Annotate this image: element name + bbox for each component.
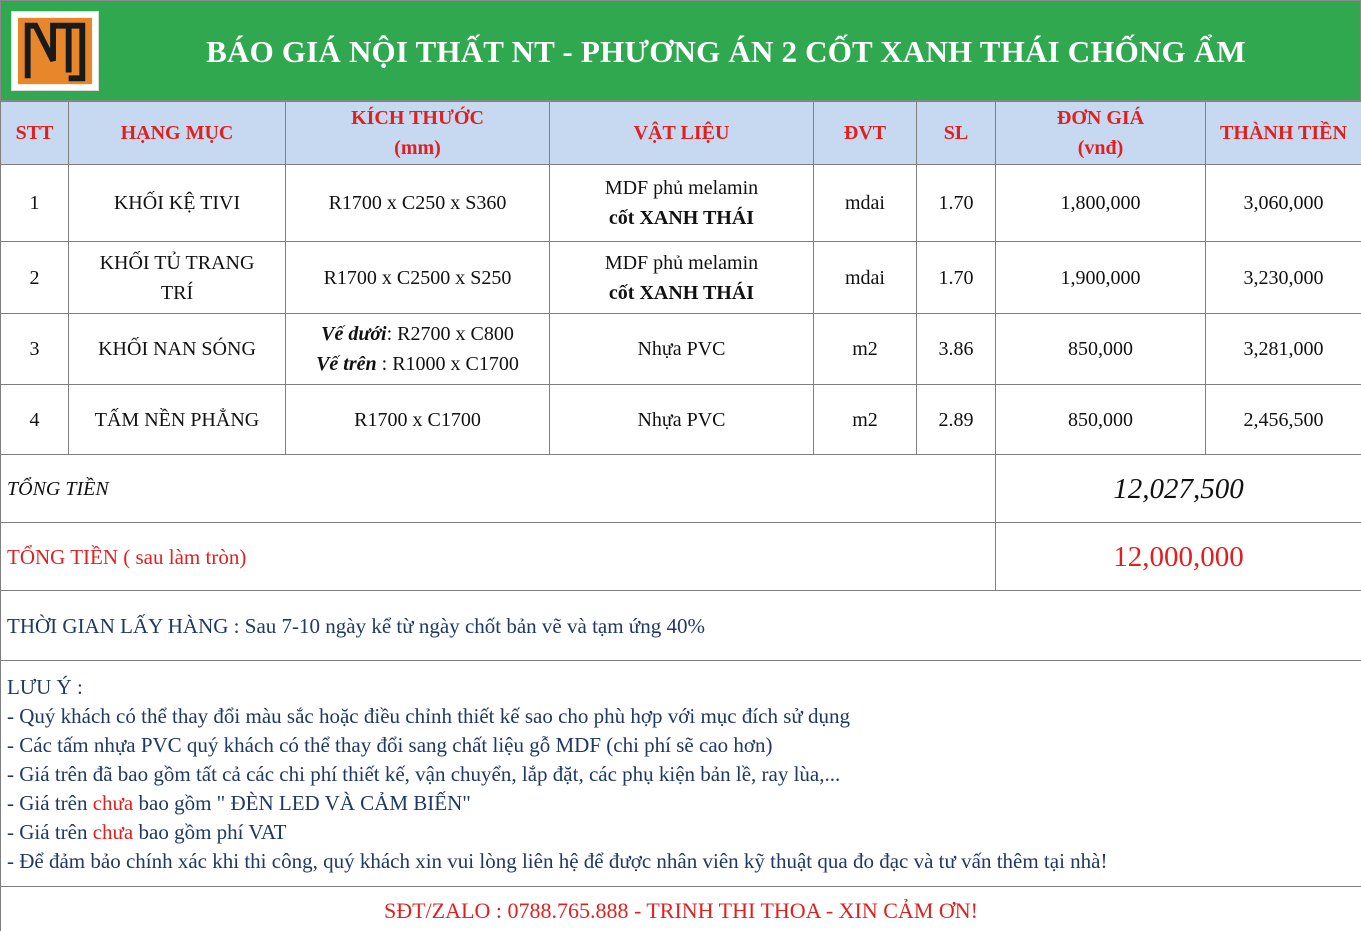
cell-item: KHỐI NAN SÓNG xyxy=(69,314,286,385)
note-item: - Quý khách có thể thay đổi màu sắc hoặc điều chỉnh thiết kế sao cho phù hợp với mục đích sử dụng xyxy=(7,704,851,728)
note-item: - Để đảm bảo chính xác khi thi công, quý khách xin vui lòng liên hệ để được nhân viên kỹ thuật qua đo đạc và tư vấn thêm tại nhà! xyxy=(7,849,1108,873)
cell-price: 1,900,000 xyxy=(996,242,1206,314)
col-header-size: KÍCH THƯỚC (mm) xyxy=(286,102,550,165)
cell-item: KHỐI TỦ TRANG TRÍ xyxy=(69,242,286,314)
nt-logo-icon xyxy=(12,12,98,90)
col-header-qty: SL xyxy=(917,102,996,165)
total-row xyxy=(1,455,1361,523)
cell-material: MDF phủ melamin cốt XANH THÁI xyxy=(550,242,814,314)
cell-unit: m2 xyxy=(814,314,917,385)
delivery-text: Sau 7-10 ngày kể từ ngày chốt bản vẽ và tạm ứng 40% xyxy=(239,613,705,638)
cell-unit: mdai xyxy=(814,165,917,242)
company-logo xyxy=(11,11,99,91)
cell-material: MDF phủ melamin cốt XANH THÁI xyxy=(550,165,814,242)
cell-unit: m2 xyxy=(814,385,917,455)
cell-material: Nhựa PVC xyxy=(550,385,814,455)
col-header-price: ĐƠN GIÁ (vnđ) xyxy=(996,102,1206,165)
cell-size: R1700 x C2500 x S250 xyxy=(286,242,550,314)
contact-footer: SĐT/ZALO : 0788.765.888 - TRINH THI THOA - XIN CẢM ƠN! xyxy=(1,887,1361,931)
cell-material: Nhựa PVC xyxy=(550,314,814,385)
cell-price: 850,000 xyxy=(996,314,1206,385)
total-value: 12,027,500 xyxy=(996,455,1361,523)
header-banner xyxy=(0,0,1361,101)
page-title: BÁO GIÁ NỘI THẤT NT - PHƯƠNG ÁN 2 CỐT XANH THÁI CHỐNG ẨM xyxy=(206,33,1246,69)
quotation-table xyxy=(0,101,1361,931)
cell-total: 3,281,000 xyxy=(1206,314,1361,385)
cell-price: 1,800,000 xyxy=(996,165,1206,242)
cell-qty: 3.86 xyxy=(917,314,996,385)
cell-size: R1700 x C250 x S360 xyxy=(286,165,550,242)
table-header-row xyxy=(1,102,1361,165)
notes-row xyxy=(1,661,1361,887)
cell-price: 850,000 xyxy=(996,385,1206,455)
delivery-row xyxy=(1,591,1361,661)
cell-stt: 4 xyxy=(1,385,69,455)
delivery-label: THỜI GIAN LẤY HÀNG : xyxy=(7,613,240,638)
cell-item: TẤM NỀN PHẲNG xyxy=(69,385,286,455)
cell-total: 3,230,000 xyxy=(1206,242,1361,314)
cell-qty: 1.70 xyxy=(917,242,996,314)
cell-unit: mdai xyxy=(814,242,917,314)
table-row xyxy=(1,165,1361,242)
note-item: - Giá trên chưa bao gồm phí VAT xyxy=(7,820,287,844)
note-item: - Giá trên đã bao gồm tất cả các chi phí thiết kế, vận chuyển, lắp đặt, các phụ kiện bản lề, ray lùa,... xyxy=(7,762,841,786)
table-row xyxy=(1,242,1361,314)
cell-stt: 1 xyxy=(1,165,69,242)
cell-total: 3,060,000 xyxy=(1206,165,1361,242)
cell-qty: 2.89 xyxy=(917,385,996,455)
col-header-item: HẠNG MỤC xyxy=(69,102,286,165)
note-item: - Giá trên chưa bao gồm " ĐÈN LED VÀ CẢM BIẾN" xyxy=(7,791,471,815)
rounded-total-value: 12,000,000 xyxy=(996,523,1361,591)
table-row xyxy=(1,385,1361,455)
cell-item: KHỐI KỆ TIVI xyxy=(69,165,286,242)
cell-qty: 1.70 xyxy=(917,165,996,242)
col-header-total: THÀNH TIỀN xyxy=(1206,102,1361,165)
cell-total: 2,456,500 xyxy=(1206,385,1361,455)
col-header-material: VẬT LIỆU xyxy=(550,102,814,165)
table-row xyxy=(1,314,1361,385)
total-label: TỔNG TIỀN xyxy=(1,455,996,523)
cell-stt: 2 xyxy=(1,242,69,314)
cell-size: Vế dưới: R2700 x C800 Vế trên : R1000 x C1700 xyxy=(286,314,550,385)
rounded-total-label: TỔNG TIỀN ( sau làm tròn) xyxy=(1,523,996,591)
col-header-unit: ĐVT xyxy=(814,102,917,165)
footer-row xyxy=(1,887,1361,931)
cell-size: R1700 x C1700 xyxy=(286,385,550,455)
col-header-stt: STT xyxy=(1,102,69,165)
rounded-total-row xyxy=(1,523,1361,591)
delivery-info xyxy=(1,591,1361,661)
cell-stt: 3 xyxy=(1,314,69,385)
notes-section xyxy=(1,661,1361,887)
notes-title: LƯU Ý : xyxy=(7,675,83,699)
note-item: - Các tấm nhựa PVC quý khách có thể thay đổi sang chất liệu gỗ MDF (chi phí sẽ cao hơn) xyxy=(7,733,773,757)
